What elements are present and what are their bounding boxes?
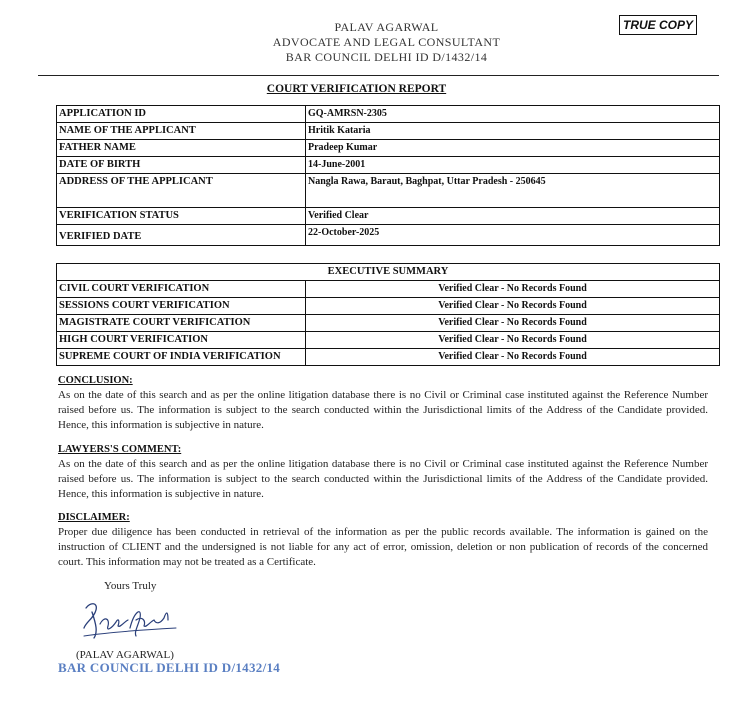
header-divider (38, 75, 719, 76)
table-row (57, 315, 720, 332)
table-row (57, 332, 720, 349)
table-row (57, 157, 720, 174)
detail-value: Pradeep Kumar (306, 140, 720, 157)
summary-value: Verified Clear - No Records Found (306, 281, 720, 298)
true-copy-stamp: TRUE COPY (619, 15, 697, 35)
lawyers-comment-section (58, 443, 708, 502)
executive-summary-table (56, 263, 720, 366)
table-row (57, 264, 720, 281)
summary-label: HIGH COURT VERIFICATION (57, 332, 306, 349)
table-row (57, 208, 720, 225)
table-row (57, 106, 720, 123)
detail-value: Hritik Kataria (306, 123, 720, 140)
conclusion-heading: CONCLUSION: (58, 375, 133, 386)
advocate-bar-id: BAR COUNCIL DELHI ID D/1432/14 (285, 50, 488, 64)
table-row (57, 174, 720, 208)
table-row (57, 225, 720, 246)
disclaimer-text: Proper due diligence has been conducted in retrieval of the information as per the public records available. The information is gained on the instruction of CLIENT and the undersigned is not liable for any act of error, omission, deletion or non publication of records of the concerned court. This information may not be treated as a Certificate. (58, 526, 708, 568)
conclusion-section (58, 374, 708, 433)
advocate-name: PALAV AGARWAL (334, 20, 439, 34)
summary-value: Verified Clear - No Records Found (306, 298, 720, 315)
detail-label: NAME OF THE APPLICANT (57, 123, 306, 140)
summary-label: SESSIONS COURT VERIFICATION (57, 298, 306, 315)
detail-label: VERIFICATION STATUS (57, 208, 306, 225)
detail-value: 14-June-2001 (306, 157, 720, 174)
detail-label: APPLICATION ID (57, 106, 306, 123)
detail-label: FATHER NAME (57, 140, 306, 157)
table-row (57, 140, 720, 157)
signatory-name: (PALAV AGARWAL) (76, 649, 174, 661)
details-table (56, 105, 720, 246)
summary-value: Verified Clear - No Records Found (306, 332, 720, 349)
summary-value: Verified Clear - No Records Found (306, 349, 720, 366)
advocate-title: ADVOCATE AND LEGAL CONSULTANT (272, 35, 501, 49)
disclaimer-heading: DISCLAIMER: (58, 512, 130, 523)
closing-salutation: Yours Truly (104, 580, 157, 592)
detail-label: DATE OF BIRTH (57, 157, 306, 174)
lawyers-comment-heading: LAWYERS'S COMMENT: (58, 444, 182, 455)
report-title: COURT VERIFICATION REPORT (266, 83, 447, 95)
table-row (57, 349, 720, 366)
summary-value: Verified Clear - No Records Found (306, 315, 720, 332)
detail-value: 22-October-2025 (306, 225, 720, 246)
summary-title: EXECUTIVE SUMMARY (57, 264, 720, 281)
detail-label: VERIFIED DATE (57, 225, 306, 246)
detail-label: ADDRESS OF THE APPLICANT (57, 174, 306, 208)
table-row (57, 281, 720, 298)
summary-label: CIVIL COURT VERIFICATION (57, 281, 306, 298)
lawyers-comment-text: As on the date of this search and as per the online litigation database there is no Civil or Criminal case instituted against the Reference Number raised before us. The information is subject to the search conducted within the Jurisdictional limits of the Address of the Candidate provided. Hence, this information is subjective in nature. (58, 458, 708, 500)
detail-value: GQ-AMRSN-2305 (306, 106, 720, 123)
summary-label: MAGISTRATE COURT VERIFICATION (57, 315, 306, 332)
summary-label: SUPREME COURT OF INDIA VERIFICATION (57, 349, 306, 366)
signatory-bar-id: BAR COUNCIL DELHI ID D/1432/14 (58, 660, 281, 675)
table-row (57, 123, 720, 140)
conclusion-text: As on the date of this search and as per the online litigation database there is no Civil or Criminal case instituted against the Reference Number raised before us. The information is subject to the search conducted within the Jurisdictional limits of the Address of the Candidate provided. Hence, this information is subjective in nature. (58, 389, 708, 431)
disclaimer-section (58, 511, 708, 570)
table-row (57, 298, 720, 315)
detail-value: Nangla Rawa, Baraut, Baghpat, Uttar Pradesh - 250645 (306, 174, 720, 208)
signature-mark (80, 598, 180, 643)
detail-value: Verified Clear (306, 208, 720, 225)
